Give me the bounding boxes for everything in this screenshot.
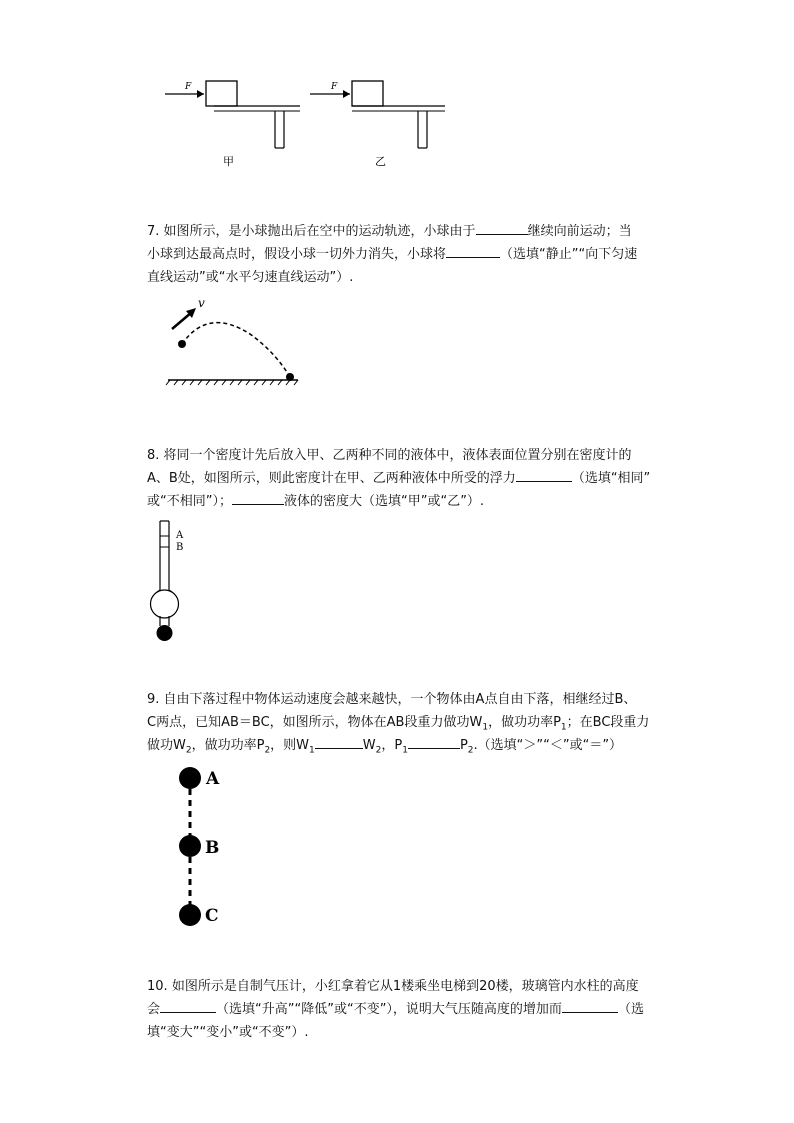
point-c-dot	[179, 904, 201, 926]
q9-sub-w1b: 1	[309, 745, 315, 756]
q9-text-3d: W	[362, 738, 376, 753]
block-jia	[206, 81, 237, 106]
q9-line-1	[147, 688, 667, 711]
q9-blank-2	[408, 734, 460, 749]
q10-blank-2	[562, 998, 618, 1013]
question-9	[147, 688, 667, 757]
q7-text-2b: （选填“静止”“向下匀速	[500, 247, 638, 262]
q10-number: 10.	[147, 979, 168, 994]
q8-blank-2	[232, 490, 284, 505]
q10-line-3: 填“变大”“变小”或“不变”）.	[147, 1025, 309, 1040]
question-10	[147, 975, 667, 1044]
q9-line-2	[147, 711, 667, 734]
block-yi	[352, 81, 383, 106]
q9-line-3	[147, 734, 667, 757]
question-7	[147, 220, 667, 289]
hydrometer-diagram	[145, 518, 205, 648]
q9-text-3g: .（选填“＞”“＜”或“＝”）	[473, 738, 623, 753]
q9-text-1: 自由下落过程中物体运动速度会越来越快，一个物体由A点自由下落，相继经过B、	[163, 692, 637, 707]
point-a-dot	[179, 767, 201, 789]
q8-text-3b: 液体的密度大（选填“甲”或“乙”）.	[283, 494, 485, 509]
q9-text-3a: 做功W	[147, 738, 186, 753]
q8-text-2a: A、B处，如图所示，则此密度计在甲、乙两种液体中所受的浮力	[147, 471, 516, 486]
q7-text-1b: 继续向前运动；当	[527, 224, 632, 239]
q8-text-2b: （选填“相同”	[571, 471, 651, 486]
q9-sub-p2: 2	[264, 745, 271, 756]
q9-sub-p1b: 1	[402, 745, 408, 756]
mark-b-label: B	[176, 542, 184, 553]
q10-line-2	[147, 998, 667, 1021]
q9-number: 9.	[147, 692, 160, 707]
point-a-label: A	[206, 769, 220, 789]
trajectory-diagram	[160, 292, 310, 387]
point-b-label: B	[205, 838, 220, 858]
q9-text-3b: ，做功功率P	[191, 738, 265, 753]
q9-sub-w2: 2	[185, 745, 192, 756]
q9-blank-1	[315, 734, 363, 749]
point-c-label: C	[205, 906, 219, 926]
figure-falling-points	[170, 760, 240, 939]
velocity-label: v	[198, 296, 205, 310]
q8-text-3a: 或“不相同”）；	[147, 494, 232, 509]
q9-sub-w2b: 2	[375, 745, 382, 756]
ball-start	[178, 340, 186, 348]
hydrometer-bulb	[151, 590, 179, 618]
hydrometer-weight	[157, 625, 173, 641]
q10-text-2b: （选填“升高”“降低”或“不变”），说明大气压随高度的增加而	[216, 1002, 562, 1017]
q9-sub-p2b: 2	[467, 745, 474, 756]
label-yi: 乙	[375, 155, 386, 168]
q10-text-2a: 会	[147, 1002, 161, 1017]
force-label-jia: F	[185, 82, 192, 92]
q8-blank-1	[516, 467, 572, 482]
q8-number: 8.	[147, 448, 160, 463]
q8-line-1	[147, 444, 667, 467]
q7-line-1	[147, 220, 667, 243]
q7-blank-1	[476, 220, 528, 235]
trajectory-path	[182, 323, 290, 377]
q10-blank-1	[160, 998, 216, 1013]
q9-text-3f: P	[459, 738, 468, 753]
question-8	[147, 444, 667, 513]
figure-trajectory	[160, 292, 310, 391]
q7-text-2a: 小球到达最高点时，假设小球一切外力消失，小球将	[147, 247, 447, 262]
q7-line-3: 直线运动”或“水平匀速直线运动”）.	[147, 270, 354, 285]
q10-text-1: 如图所示是自制气压计，小红拿着它从1楼乘坐电梯到20楼，玻璃管内水柱的高度	[171, 979, 639, 994]
q9-text-2c: ；在BC段重力	[566, 715, 650, 730]
q9-sub-w1: 1	[482, 722, 489, 733]
q7-line-2	[147, 243, 667, 266]
q9-text-3c: ，则W	[270, 738, 310, 753]
mark-a-label: A	[176, 530, 184, 541]
falling-diagram	[170, 760, 240, 935]
diagram-jia	[165, 81, 300, 168]
q9-text-3e: ，P	[381, 738, 403, 753]
figure-blocks-on-tables	[160, 70, 460, 184]
q7-text-1a: 如图所示，是小球抛出后在空中的运动轨迹，小球由于	[163, 224, 476, 239]
q8-text-1: 将同一个密度计先后放入甲、乙两种不同的液体中，液体表面位置分别在密度计的	[163, 448, 632, 463]
q10-line-1	[147, 975, 667, 998]
q7-blank-2	[446, 243, 500, 258]
q9-sub-p1: 1	[560, 722, 567, 733]
q9-text-2b: ，做功功率P	[488, 715, 561, 730]
figure-hydrometer	[145, 518, 205, 652]
q9-text-2a: C两点，已知AB＝BC，如图所示，物体在AB段重力做功W	[147, 715, 483, 730]
blocks-diagram	[160, 70, 460, 180]
label-jia: 甲	[223, 155, 234, 168]
force-label-yi: F	[331, 82, 338, 92]
diagram-yi	[310, 81, 445, 168]
q8-line-3	[147, 490, 667, 513]
q8-line-2	[147, 467, 667, 490]
q7-number: 7.	[147, 224, 160, 239]
point-b-dot	[179, 835, 201, 857]
q10-text-2c: （选	[617, 1002, 644, 1017]
